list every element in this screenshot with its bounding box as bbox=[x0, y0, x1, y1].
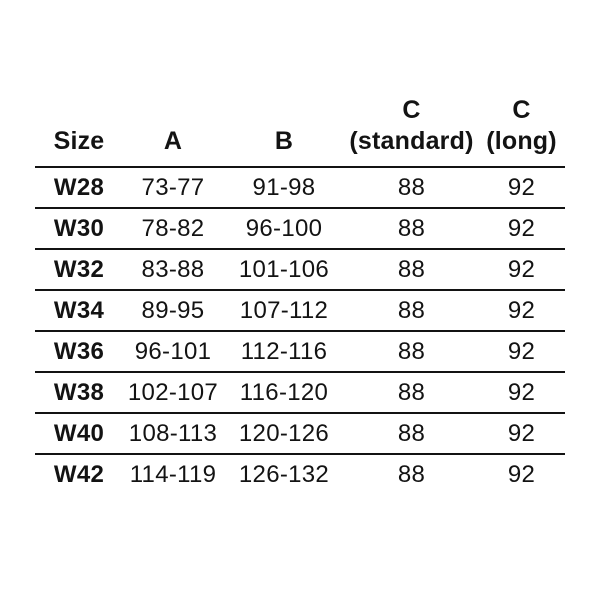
column-header-a-label: A bbox=[163, 127, 183, 155]
measure-b-cell: 112-116 bbox=[223, 331, 345, 372]
measure-c-long-cell: 92 bbox=[478, 208, 565, 249]
measure-c-long-cell: 92 bbox=[478, 413, 565, 454]
table-row-w32 bbox=[35, 249, 565, 290]
measure-a-cell: 96-101 bbox=[123, 331, 223, 372]
measure-b-cell: 120-126 bbox=[223, 413, 345, 454]
size-cell: W30 bbox=[35, 208, 123, 249]
measure-c-standard-cell: 88 bbox=[397, 460, 426, 488]
size-cell: W40 bbox=[35, 413, 123, 454]
measure-c-long-cell: 92 bbox=[478, 167, 565, 208]
table-row-w38 bbox=[35, 372, 565, 413]
measure-a-cell: 78-82 bbox=[123, 208, 223, 249]
measure-c-long-cell: 92 bbox=[507, 460, 536, 488]
column-header-c-long-line2: (long) bbox=[486, 127, 557, 155]
measure-a-cell: 114-119 bbox=[129, 460, 217, 488]
table-row-w42 bbox=[35, 454, 565, 494]
column-header-c-standard-line1: C bbox=[402, 96, 421, 124]
size-cell: W38 bbox=[35, 372, 123, 413]
column-header-b bbox=[223, 95, 345, 167]
column-header-c-long bbox=[478, 95, 565, 167]
size-cell: W42 bbox=[53, 460, 105, 488]
measure-b-cell: 107-112 bbox=[223, 290, 345, 331]
column-header-size-label: Size bbox=[53, 127, 105, 155]
column-header-c-standard bbox=[345, 95, 478, 167]
table-row-w40 bbox=[35, 413, 565, 454]
table-row-w36 bbox=[35, 331, 565, 372]
measure-c-standard-cell: 88 bbox=[345, 290, 478, 331]
column-header-size bbox=[35, 95, 123, 167]
measure-b-cell: 96-100 bbox=[223, 208, 345, 249]
measure-c-standard-cell: 88 bbox=[345, 372, 478, 413]
measure-a-cell: 102-107 bbox=[123, 372, 223, 413]
measure-c-standard-cell: 88 bbox=[345, 249, 478, 290]
measure-c-standard-cell: 88 bbox=[345, 413, 478, 454]
measure-c-long-cell: 92 bbox=[478, 372, 565, 413]
column-header-b-label: B bbox=[274, 127, 294, 155]
size-cell: W34 bbox=[35, 290, 123, 331]
measure-a-cell: 89-95 bbox=[123, 290, 223, 331]
size-cell: W36 bbox=[35, 331, 123, 372]
measure-c-long-cell: 92 bbox=[478, 249, 565, 290]
column-header-a bbox=[123, 95, 223, 167]
measure-b-cell: 91-98 bbox=[223, 167, 345, 208]
measure-b-cell: 126-132 bbox=[238, 460, 330, 488]
size-cell: W28 bbox=[35, 167, 123, 208]
size-guide-table bbox=[35, 95, 565, 494]
measure-c-standard-cell: 88 bbox=[345, 167, 478, 208]
measure-c-standard-cell: 88 bbox=[345, 208, 478, 249]
measure-c-long-cell: 92 bbox=[478, 331, 565, 372]
measure-a-cell: 108-113 bbox=[123, 413, 223, 454]
size-cell: W32 bbox=[35, 249, 123, 290]
measure-a-cell: 73-77 bbox=[123, 167, 223, 208]
measure-c-long-cell: 92 bbox=[478, 290, 565, 331]
table-row-w34 bbox=[35, 290, 565, 331]
measure-b-cell: 101-106 bbox=[223, 249, 345, 290]
header-row bbox=[35, 95, 565, 167]
table-row-w30 bbox=[35, 208, 565, 249]
measure-b-cell: 116-120 bbox=[223, 372, 345, 413]
column-header-c-long-line1: C bbox=[512, 96, 531, 124]
measure-c-standard-cell: 88 bbox=[345, 331, 478, 372]
table-row-w28 bbox=[35, 167, 565, 208]
column-header-c-standard-line2: (standard) bbox=[349, 127, 474, 155]
measure-a-cell: 83-88 bbox=[123, 249, 223, 290]
